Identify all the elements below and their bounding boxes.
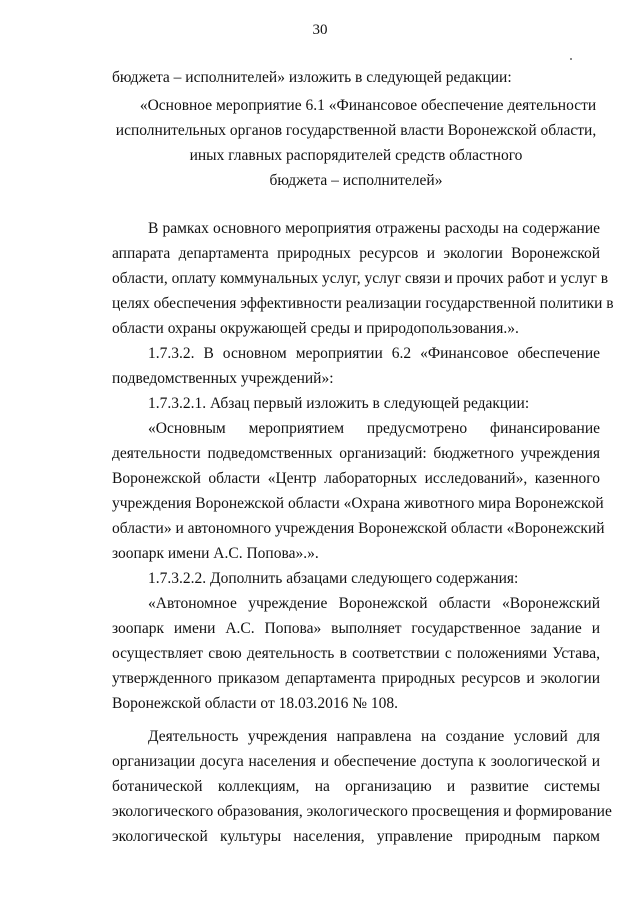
text-line: подведомственных учреждений»: [112, 370, 334, 387]
text-line: области охраны окружающей среды и природопользования.». [112, 320, 519, 337]
text-line: «Автономное учреждение Воронежской области «Воронежский [148, 595, 600, 612]
text-line: деятельности подведомственных организаций: бюджетного учреждения [112, 445, 600, 462]
text-line: области, оплату коммунальных услуг, услуг связи и прочих работ и услуг в [112, 270, 609, 287]
text-line: 1.7.3.2. В основном мероприятии 6.2 «Финансовое обеспечение [148, 345, 600, 362]
text-line: зоопарк имени А.С. Попова» выполняет государственное задание и [112, 620, 600, 637]
text-line: «Основным мероприятием предусмотрено финансирование [148, 420, 600, 437]
text-line: учреждения Воронежской области «Охрана животного мира Воронежской [112, 495, 604, 512]
text-line: бюджета – исполнителей» изложить в следующей редакции: [112, 69, 512, 86]
text-line: 1.7.3.2.1. Абзац первый изложить в следующей редакции: [148, 395, 530, 412]
text-line: В рамках основного мероприятия отражены расходы на содержание [148, 220, 600, 237]
text-line: ботанической коллекциям, на организацию и развитие системы [112, 778, 600, 795]
page-number: 30 [312, 22, 328, 38]
text-line: утвержденного приказом департамента природных ресурсов и экологии [112, 670, 600, 687]
text-line: Воронежской области от 18.03.2016 № 108. [112, 695, 399, 712]
text-line: зоопарк имени А.С. Попова».». [112, 545, 319, 562]
text-line: экологического образования, экологического просвещения и формирование [112, 803, 612, 820]
text-line: Воронежской области «Центр лабораторных исследований», казенного [112, 470, 600, 487]
text-line: Деятельность учреждения направлена на создание условий для [148, 728, 600, 745]
text-line: осуществляет свою деятельность в соответствии с положениями Устава, [112, 645, 600, 662]
text-line: аппарата департамента природных ресурсов и экологии Воронежской [112, 245, 600, 262]
text-line: 1.7.3.2.2. Дополнить абзацами следующего содержания: [148, 570, 519, 587]
heading-line: иных главных распорядителей средств областного [189, 147, 523, 164]
scan-speck [570, 58, 572, 60]
text-line: организации досуга населения и обеспечение доступа к зоологической и [112, 753, 600, 770]
heading-line: исполнительных органов государственной власти Воронежской области, [115, 122, 597, 139]
text-line: целях обеспечения эффективности реализации государственной политики в [112, 295, 614, 312]
text-line: области» и автономного учреждения Воронежской области «Воронежский [112, 520, 605, 537]
heading-line: бюджета – исполнителей» [269, 172, 443, 189]
heading-line: «Основное мероприятие 6.1 «Финансовое обеспечение деятельности [139, 97, 597, 114]
text-line: экологической культуры населения, управление природным парком [112, 828, 600, 845]
